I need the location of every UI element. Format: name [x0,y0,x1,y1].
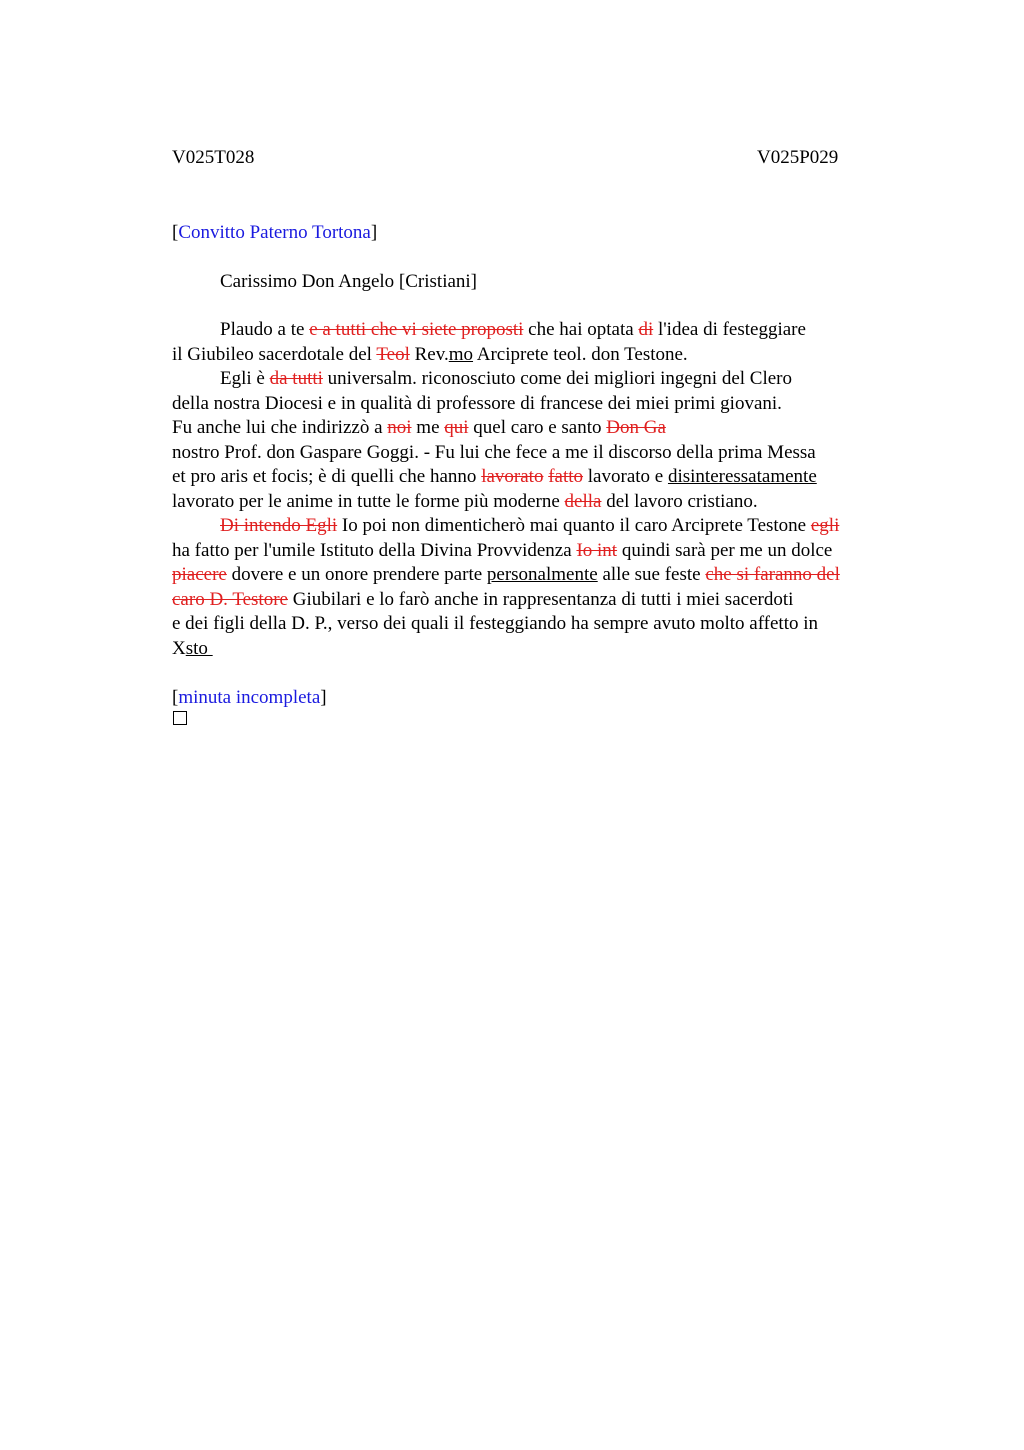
deleted-text: Don Ga [606,417,666,438]
text-run: lavorato per le anime in tutte le forme più moderne [172,490,565,512]
body-line-14 [172,637,912,662]
text-run: del lavoro cristiano. [601,490,758,512]
body-line-12 [172,588,912,613]
underlined-text: disinteressatamente [667,466,817,487]
body-line-10 [172,539,912,564]
deleted-text: piacere [172,564,227,585]
deleted-text: da tutti [269,368,323,389]
body-line-2 [172,343,912,368]
text-run: Plaudo a te [220,319,310,340]
underlined-text: mo [448,343,474,365]
text-run: Io poi non dimenticherò mai quanto il caro Arciprete Testone [337,515,811,536]
greeting: Carissimo Don Angelo [Cristiani] [220,271,478,292]
place-line [172,221,377,245]
text-run: Fu anche lui che indirizzò a [172,417,388,438]
body-line-13: e dei figli della D. P., verso dei quali il festeggiando ha sempre avuto molto affetto in [172,613,819,634]
body-line-11 [172,563,912,588]
text-run: Arciprete teol. don Testone. [473,343,688,365]
text-run: quel caro e santo [468,417,607,438]
body-line-7 [172,465,912,490]
deleted-text: Teol [376,343,410,365]
text-run: X [172,637,186,659]
deleted-text: Di intendo Egli [220,515,338,536]
deleted-text: noi [387,417,412,438]
text-run: l'idea di festeggiare [653,319,806,340]
deleted-text: caro D. Testore [172,588,288,610]
bracket-close: ] [370,222,378,243]
bracket-close: ] [320,687,327,708]
document-code-left: V025T028 [172,147,255,168]
text-run: ha fatto per l'umile Istituto della Divina Provvidenza [172,539,577,561]
bracket-open: [ [172,222,179,243]
deleted-text: egli [810,515,840,536]
text-run: lavorato e [583,466,668,487]
body-line-1 [172,318,912,343]
deleted-text: lavorato [481,466,544,487]
text-run: me [411,417,445,438]
place-name: Convitto Paterno Tortona [178,222,371,243]
text-run: il Giubileo sacerdotale del [172,343,377,365]
deleted-text: della [564,490,602,512]
body-line-9 [172,514,912,539]
note-text: minuta incompleta [178,687,321,708]
deleted-text: Io int [576,539,618,561]
deleted-text: e a tutti che vi siete proposti [309,319,524,340]
text-run: Rev. [409,343,449,365]
text-run: et pro aris et focis; è di quelli che hanno [172,466,482,487]
text-run: universalm. riconosciuto come dei migliori ingegni del Clero [322,368,793,389]
body-line-8 [172,490,912,515]
body-line-5 [172,416,912,441]
underlined-text: sto [185,637,213,659]
bracket-open: [ [172,687,179,708]
deleted-text: qui [444,417,469,438]
underlined-text: personalmente [486,564,598,585]
deleted-text: fatto [548,466,584,487]
text-run: quindi sarà per me un dolce [617,539,833,561]
text-run: che hai optata [523,319,639,340]
editorial-note [172,686,327,710]
empty-box-icon [173,711,187,725]
body-line-3 [172,367,912,392]
body-line-6: nostro Prof. don Gaspare Goggi. - Fu lui che fece a me il discorso della prima Messa [172,441,816,463]
body-line-4: della nostra Diocesi e in qualità di professore di francese dei miei primi giovani. [172,392,782,414]
text-run: Giubilari e lo farò anche in rappresentanza di tutti i miei sacerdoti [287,588,794,610]
text-run: Egli è [220,368,270,389]
deleted-text: che si faranno del [705,564,840,585]
text-run: alle sue feste [597,564,706,585]
deleted-text: di [638,319,654,340]
letter-body [172,318,912,661]
text-run: dovere e un onore prendere parte [226,564,487,585]
document-code-right: V025P029 [757,147,839,168]
